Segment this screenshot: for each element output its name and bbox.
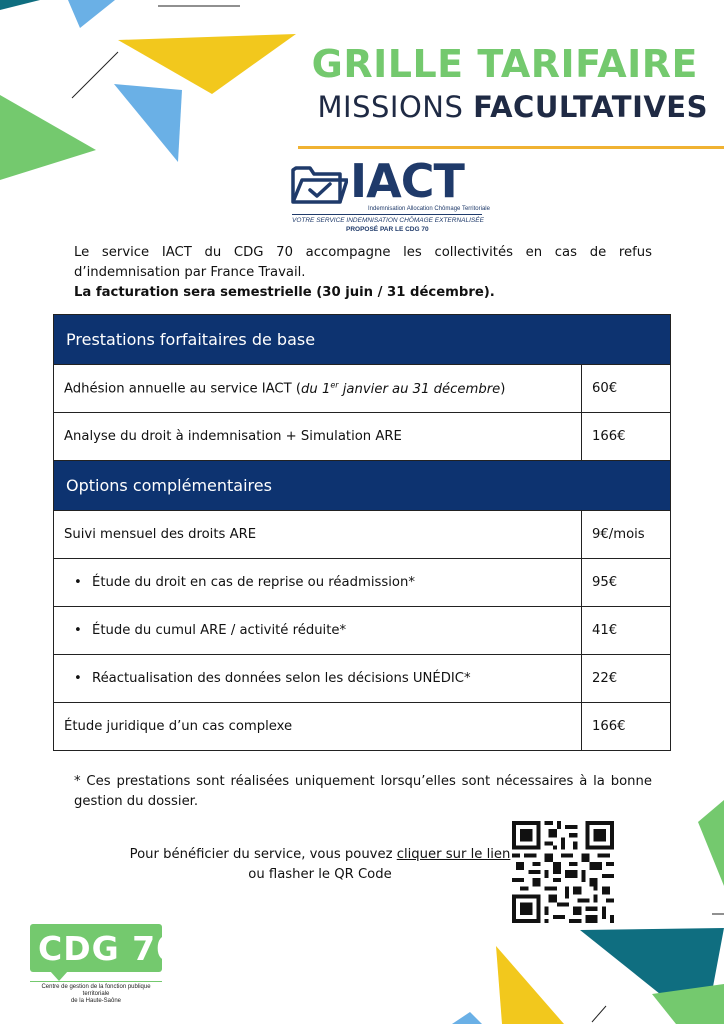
row-label-bulleted: • Étude du cumul ARE / activité réduite* [54, 607, 582, 655]
cta-line2: ou flasher le QR Code [248, 867, 392, 882]
deco-green-triangle-right [698, 800, 724, 886]
service-link[interactable]: cliquer sur le lien [396, 847, 511, 862]
deco-teal-triangle-bottom [580, 928, 724, 1024]
row-price: 166€ [582, 703, 671, 751]
row-label: Analyse du droit à indemnisation + Simulation ARE [54, 413, 582, 461]
cdg70-logo [28, 920, 181, 1012]
row-label: Étude juridique d’un cas complexe [54, 703, 582, 751]
iact-logo-tagline: VOTRE SERVICE INDEMNISATION CHÔMAGE EXTERNALISÉE [292, 217, 484, 224]
qr-finder-top-right [585, 821, 614, 850]
iact-logo-divider [292, 214, 482, 215]
table-row [54, 559, 671, 607]
table-row [54, 703, 671, 751]
intro-paragraph [74, 243, 652, 303]
section-header-base: Prestations forfaitaires de base [54, 315, 671, 365]
row-label-annual-membership: Adhésion annuelle au service IACT (du 1er janvier au 31 décembre) [54, 365, 582, 413]
deco-line-bottom [592, 1006, 606, 1022]
cdg70-logo-divider [30, 981, 162, 982]
footnote: * Ces prestations sont réalisées uniquement lorsqu’elles sont nécessaires à la bonne gestion du dossier. [74, 774, 652, 809]
page-subtitle [318, 90, 708, 124]
cdg70-logo-subtitle: Centre de gestion de la fonction publique territoriale de la Haute-Saône [41, 984, 151, 1004]
deco-green-triangle-left [0, 95, 96, 180]
section-header-row [54, 461, 671, 511]
section-header-row [54, 315, 671, 365]
row-label-bulleted: • Réactualisation des données selon les décisions UNÉDIC* [54, 655, 582, 703]
section-header-options: Options complémentaires [54, 461, 671, 511]
cdg70-logo-badge [30, 924, 181, 972]
billing-note: La facturation sera semestrielle (30 juin / 31 décembre). [74, 285, 495, 300]
iact-logo [288, 154, 490, 236]
row-label: Suivi mensuel des droits ARE [54, 511, 582, 559]
row-price: 22€ [582, 655, 671, 703]
subtitle-bold: FACULTATIVES [473, 90, 708, 124]
table-row [54, 413, 671, 461]
intro-text: Le service IACT du CDG 70 accompagne les collectivités en cas de refus d’indemnisation par France Travail. [74, 245, 652, 280]
deco-diagonal-line [72, 52, 118, 98]
pricing-table [53, 314, 671, 751]
iact-logo-text: IACT [350, 154, 464, 208]
row-label-bulleted: • Étude du droit en cas de reprise ou réadmission* [54, 559, 582, 607]
table-row [54, 655, 671, 703]
deco-green-triangle-bottom [652, 984, 724, 1024]
table-row [54, 511, 671, 559]
deco-yellow-triangle-top [118, 34, 296, 94]
deco-top-left-teal-triangle [0, 0, 40, 10]
deco-yellow-triangle-bottom [496, 946, 564, 1024]
row-price: 41€ [582, 607, 671, 655]
qr-code[interactable] [512, 821, 614, 923]
iact-logo-subtitle: Indemnisation Allocation Chômage Territoriale [368, 206, 490, 212]
table-row [54, 365, 671, 413]
title-underline [298, 146, 724, 149]
deco-blue-triangle-left [114, 84, 182, 162]
cdg70-logo-text: CDG 70 [38, 929, 181, 968]
table-row [54, 607, 671, 655]
subtitle-regular: MISSIONS [317, 90, 464, 124]
deco-blue-triangle-bottom [452, 1012, 482, 1024]
row-price: 9€/mois [582, 511, 671, 559]
iact-logo-proposed-by: PROPOSÉ PAR LE CDG 70 [346, 226, 429, 233]
qr-finder-top-left [512, 821, 541, 850]
qr-finder-bottom-left [512, 894, 541, 923]
cdg70-logo-speech-tail [50, 971, 68, 981]
page-title: GRILLE TARIFAIRE [311, 42, 698, 86]
row-price: 95€ [582, 559, 671, 607]
row-price: 166€ [582, 413, 671, 461]
cta-text: Pour bénéficier du service, vous pouvez [129, 847, 397, 862]
call-to-action [110, 845, 530, 885]
row-price: 60€ [582, 365, 671, 413]
folder-check-icon [290, 162, 348, 206]
deco-blue-triangle-top [68, 0, 115, 28]
